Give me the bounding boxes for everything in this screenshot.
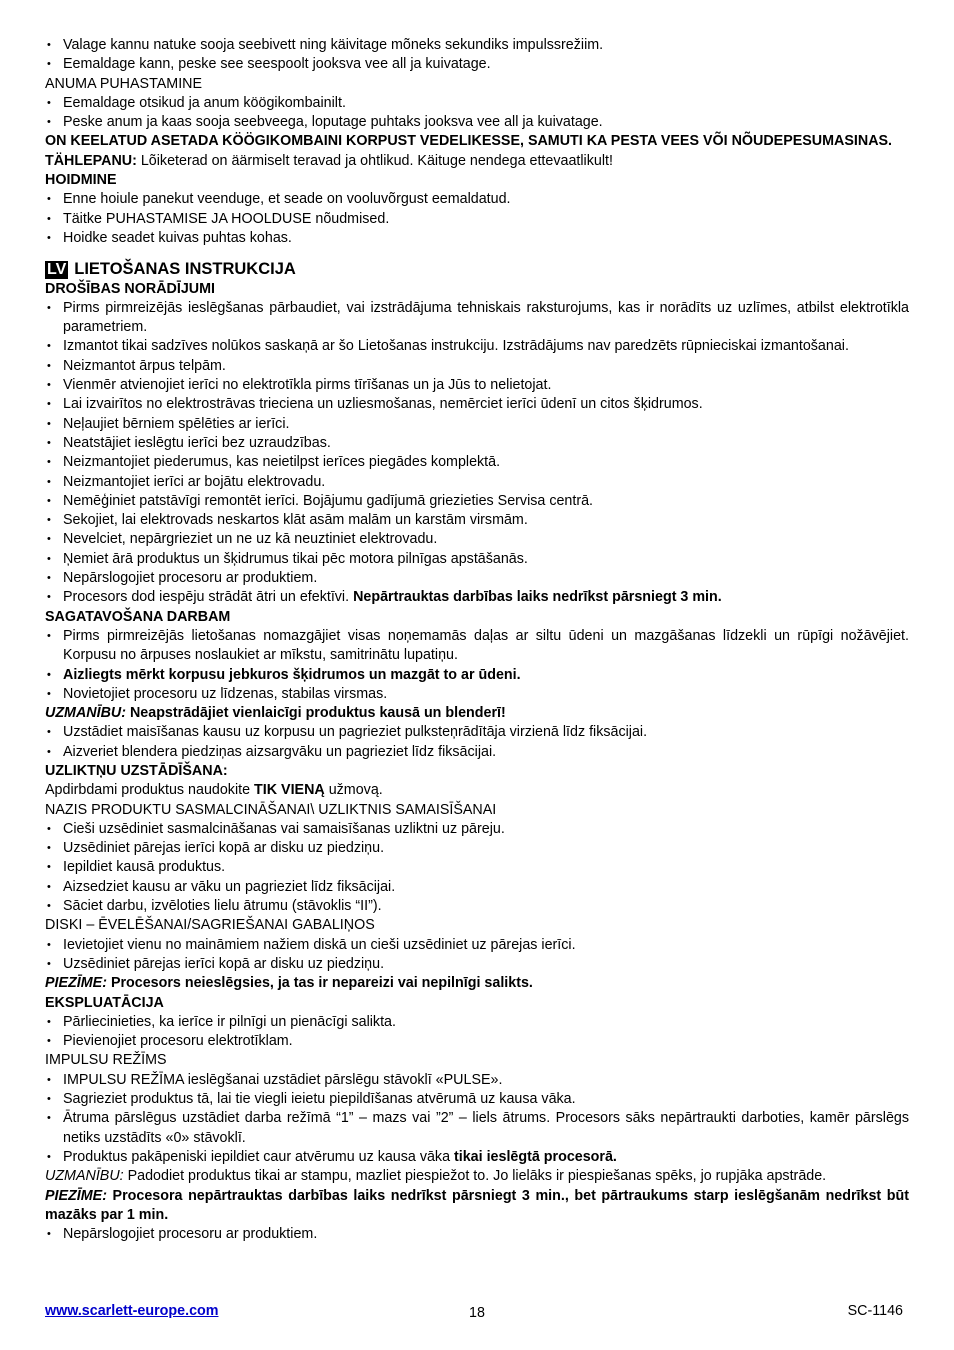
list-item: • Pirms pirmreizējās lietošanas nomazgājiet visas noņemamās daļas ar siltu ūdeni un mazgāšanas līdzekli un rūpīgi nožāvējiet. Korpusu no ārpuses noslaukiet ar mīkstu, samitrinātu lupatiņu. [45,627,909,666]
note-text: Procesors neieslēgsies, ja tas ir nepareizi vai nepilnīgi salikts. [106,975,533,992]
page-footer [45,1303,909,1323]
et-note [45,152,909,171]
list-item: • Vienmēr atvienojiet ierīci no elektrotīkla pirms tīrīšanas un ja Jūs to nelietojat. [45,376,909,395]
list-item: • Iepildiet kausā produktus. [45,858,909,877]
list-item: • Ņemiet ārā produktus un šķidrumus tikai pēc motora pilnīgas apstāšanās. [45,550,909,569]
list-item: • Aizsedziet kausu ar vāku un pagrieziet līdz fiksācijai. [45,878,909,897]
list-item: • Nemēģiniet patstāvīgi remontēt ierīci. Bojājumu gadījumā griezieties Servisa centrā. [45,492,909,511]
prep-heading: SAGATAVOŠANA DARBAM [45,608,231,625]
list-item [45,588,909,607]
et-warning: ON KEELATUD ASETADA KÖÖGIKOMBAINI KORPUST VEDELIKESSE, SAMUTI KA PESTA VEES VÕI NÕUDEPESUMASINAS. [45,133,893,150]
list-item: • Täitke PUHASTAMISE JA HOOLDUSE nõudmised. [45,210,909,229]
prep-list [45,627,909,704]
caution-note [45,704,909,723]
lv-section-header [45,260,909,279]
list-item: • IMPULSU REŽĪMA ieslēgšanai uzstādiet pārslēgu stāvoklī «PULSE». [45,1071,909,1090]
duration-note [45,1187,909,1226]
list-item: • Eemaldage otsikud ja anum köögikombainilt. [45,94,909,113]
attach-text-a: Apdirbdami produktus naudokite [45,782,255,799]
final-list [45,1225,909,1244]
list-item: • Neļaujiet bērniem spēlēties ar ierīci. [45,415,909,434]
attachments-heading: UZLIKTŅU UZSTĀDĪŠANA: [45,762,228,779]
safety-heading: DROŠĪBAS NORĀDĪJUMI [45,280,215,297]
list-item: • Nepārslogojiet procesoru ar produktiem. [45,569,909,588]
list-item: • Uzstādiet maisīšanas kausu uz korpusu un pagrieziet pulksteņrādītāja virzienā līdz fiksācijai. [45,723,909,742]
list-item: • Neizmantot ārpus telpām. [45,357,909,376]
discs-heading: DISKI – ĒVELĒŠANAI/SAGRIEŠANAI GABALIŅOS [45,917,375,934]
list-item: • Ievietojiet vienu no maināmiem nažiem diskā un cieši uzsēdiniet uz pārejas ierīci. [45,936,909,955]
operation-heading: EKSPLUATĀCIJA [45,994,164,1011]
note-text: Lõiketerad on äärmiselt teravad ja ohtlikud. Käituge nendega ettevaatlikult! [136,152,613,169]
list-item: • Aizliegts mērkt korpusu jebkuros šķidrumos un mazgāt to ar ūdeni. [45,666,909,685]
caution-text: Neapstrādājiet vienlaicīgi produktus kausā un blenderī! [126,705,506,722]
attachments-line [45,781,909,800]
pulse-list [45,1071,909,1167]
list-item: • Ātruma pārslēgus uzstādiet darba režīmā “1” – mazs vai ”2” – liels ātrums. Procesors sāks nepārtraukti darboties, kamēr pārslēgs netiks uzstādīts «0» stāvoklī. [45,1109,909,1148]
note-label: PIEZĪME: [45,1187,107,1204]
list-item: • Nepārslogojiet procesoru ar produktiem. [45,1225,909,1244]
list-item: • Aizveriet blendera piedziņas aizsargvāku un pagrieziet līdz fiksācijai. [45,743,909,762]
et-bowl-heading: ANUMA PUHASTAMINE [45,75,203,92]
list-item: • Neizmantojiet ierīci ar bojātu elektrovadu. [45,473,909,492]
caution-note-2 [45,1167,909,1186]
list-item [45,1148,909,1167]
list-item: • Sagrieziet produktus tā, lai tie viegli ieietu piepildīšanas atvērumā uz kausa vāka. [45,1090,909,1109]
assembly-note [45,974,909,993]
list-item: • Pievienojiet procesoru elektrotīklam. [45,1032,909,1051]
pulse-heading: IMPULSU REŽĪMS [45,1052,167,1069]
list-item: • Uzsēdiniet pārejas ierīci kopā ar disku uz piedziņu. [45,839,909,858]
safety-list [45,299,909,608]
list-item: • Uzsēdiniet pārejas ierīci kopā ar disku uz piedziņu. [45,955,909,974]
list-item: • Sāciet darbu, izvēloties lielu ātrumu (stāvoklis “II”). [45,897,909,916]
caution-label: UZMANĪBU: [45,705,126,722]
list-item-text: Produktus pakāpeniski iepildiet caur atvērumu uz kausa vāka [63,1148,454,1165]
list-item: • Hoidke seadet kuivas puhtas kohas. [45,229,909,248]
list-item: • Valage kannu natuke sooja seebivett ning käivitage mõneks sekundiks impulssrežiim. [45,36,909,55]
list-item: • Enne hoiule panekut veenduge, et seade on vooluvõrgust eemaldatud. [45,190,909,209]
page-number: 18 [469,1305,485,1321]
list-item-bold-text: tikai ieslēgtā procesorā. [454,1148,617,1165]
knife-list [45,820,909,916]
list-item: • Nevelciet, nepārgrieziet un ne uz kā neuztiniet elektrovadu. [45,530,909,549]
et-bowl-list [45,94,909,133]
et-storage-heading: HOIDMINE [45,172,117,189]
document-page [45,36,909,1244]
list-item: • Lai izvairītos no elektrostrāvas trieciena un uzliesmošanas, nemērciet ierīci ūdenī un citos šķidrumos. [45,395,909,414]
et-storage-list [45,190,909,248]
model-number: SC-1146 [847,1303,903,1319]
section-title: LIETOŠANAS INSTRUKCIJA [74,260,296,279]
note-text: Procesora nepārtrauktas darbības laiks nedrīkst pārsniegt 3 min., bet pārtraukums starp ieslēgšanām nedrīkst būt mazāks par 1 min. [45,1187,909,1223]
language-badge: LV [47,260,67,278]
operation-list [45,1013,909,1052]
list-item-text: Procesors dod iespēju strādāt ātri un efektīvi. [63,589,354,606]
list-item: • Pirms pirmreizējās ieslēgšanas pārbaudiet, vai izstrādājuma tehniskais raksturojums, kas ir norādīts uz uzlīmes, atbilst elektrotīkla parametriem. [45,299,909,338]
discs-list [45,936,909,975]
attach-text-c: užmovą. [324,782,383,799]
note-label: TÄHLEPANU: [45,152,137,169]
note-label: PIEZĪME: [45,975,107,992]
et-bullet-list [45,36,909,75]
list-item: • Pārliecinieties, ka ierīce ir pilnīgi un pienācīgi salikta. [45,1013,909,1032]
list-item: • Neatstājiet ieslēgtu ierīci bez uzraudzības. [45,434,909,453]
list-item: • Neizmantojiet piederumus, kas neietilpst ierīces piegādes komplektā. [45,453,909,472]
list-item: • Cieši uzsēdiniet sasmalcināšanas vai samaisīšanas uzliktni uz pāreju. [45,820,909,839]
list-item: • Peske anum ja kaas sooja seebveega, loputage puhtaks jooksva vee all ja kuivatage. [45,113,909,132]
attach-text-b: TIK VIENĄ [254,782,325,799]
knife-heading: NAZIS PRODUKTU SASMALCINĀŠANAI\ UZLIKTNIS SAMAISĪŠANAI [45,801,497,818]
caution-text: Padodiet produktus tikai ar stampu, mazliet piespiežot to. Jo lielāks ir piespiešanas spēks, jo rupjāka apstrāde. [123,1168,827,1185]
website-link[interactable]: www.scarlett-europe.com [45,1303,219,1319]
caution-label: UZMANĪBU: [45,1168,124,1185]
list-item: • Novietojiet procesoru uz līdzenas, stabilas virsmas. [45,685,909,704]
list-item-bold-text: Nepārtrauktas darbības laiks nedrīkst pārsniegt 3 min. [353,589,722,606]
list-item: • Izmantot tikai sadzīves nolūkos saskaņā ar šo Lietošanas instrukciju. Izstrādājums nav paredzēts rūpnieciskai izmantošanai. [45,337,909,356]
list-item: • Eemaldage kann, peske see seespoolt jooksva vee all ja kuivatage. [45,55,909,74]
list-item: • Sekojiet, lai elektrovads neskartos klāt asām malām un karstām virsmām. [45,511,909,530]
prep-more-list [45,723,909,762]
